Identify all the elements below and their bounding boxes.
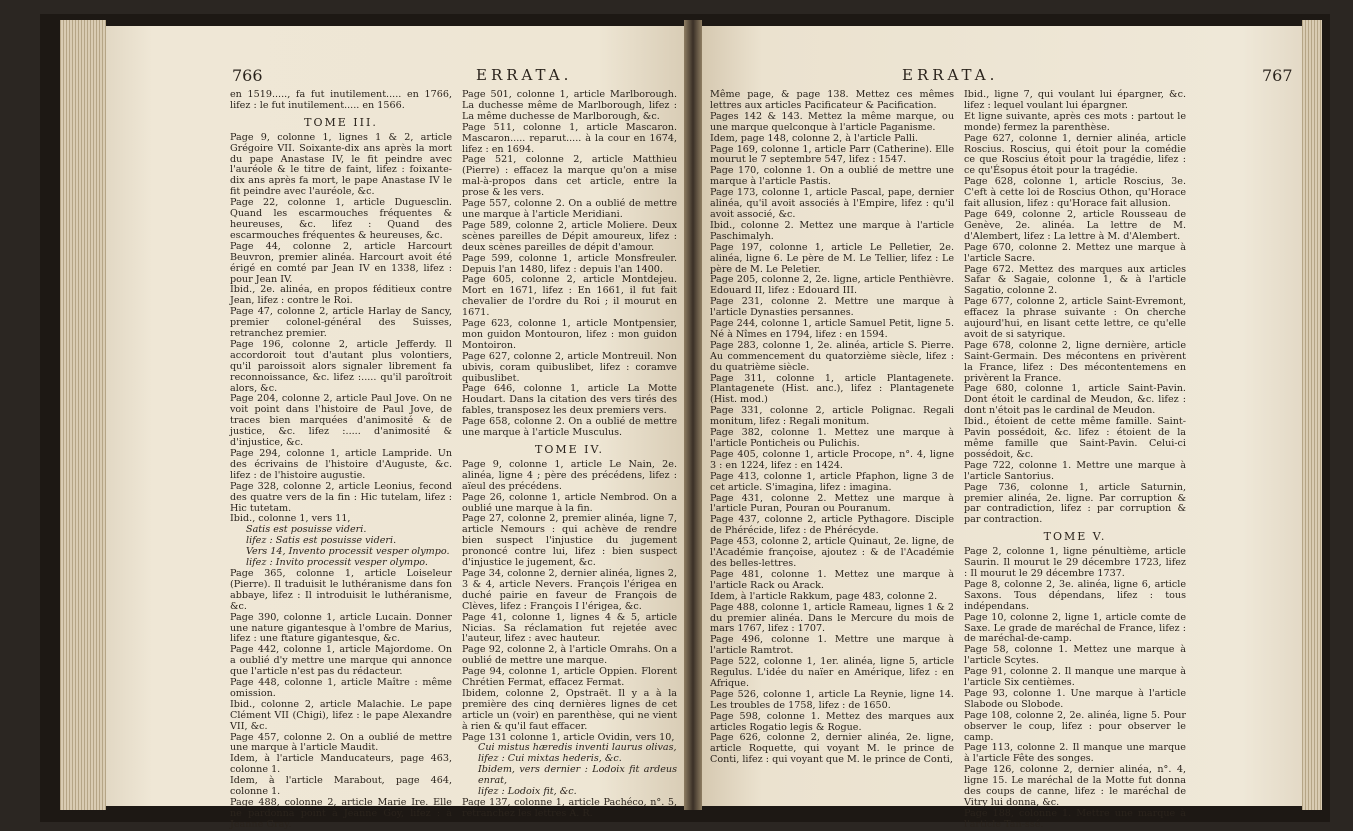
- right-page-edges: [1302, 20, 1322, 810]
- errata-entry: Page 405, colonne 1, article Procope, n°. 4, ligne 3 : en 1224, lifez : en 1424.: [710, 448, 954, 471]
- errata-entry: Page 488, colonne 2, article Marie Ire. Elle ne pardonna point à Jeanne Goy, lifez : à Jeanne Gray.: [230, 797, 452, 830]
- verse-line: lifez : Invito processit vesper olympo.: [246, 557, 428, 569]
- errata-entry: Page 196, colonne 2, article Jefferdy. Il accordoroit tout d'autant plus volontiers, qu'il paroissoit alors signaler librement fa reconnoissance, &c. lifez :..... qu'il paroîtroit alors, &c.: [230, 338, 452, 394]
- errata-entry: Page 501, colonne 1, article Marlborough. La duchesse même de Marlborough, lifez : La même duchesse de Marlborough, &c.: [462, 89, 677, 122]
- errata-entry: Page 522, colonne 1, 1er. alinéa, ligne 5, article Regulus. L'idée du naïer en Amérique, lifez : en Afrique.: [710, 656, 954, 689]
- volume-heading: TOME III.: [304, 115, 378, 129]
- errata-entry: Page 589, colonne 2, article Moliere. Deux scènes pareilles de Dépit amoureux, lifez : deux scènes pareilles de dépit d'amour.: [462, 219, 677, 253]
- errata-entry: Page 47, colonne 2, article Harlay de Sancy, premier colonel-général des Suisses, retranchez premier.: [230, 306, 452, 340]
- verse-line: lifez : Satis est posuisse videri.: [246, 535, 397, 547]
- errata-entry: Page 627, colonne 1, dernier alinéa, article Roscius. Roscius, qui étoit pour la comédie ce que Roscius étoit pour la tragédie, lifez : ce qu'Ésopus étoit pour la tragédie.: [964, 132, 1186, 177]
- errata-entry: Page 431, colonne 2. Mettez une marque à l'article Puran, Pouran ou Pouranum.: [710, 492, 954, 515]
- errata-entry: Page 442, colonne 1, article Majordome. On a oublié d'y mettre une marque qui annonce que l'article n'est pas du rédacteur.: [230, 644, 452, 678]
- right-page: [702, 26, 1302, 830]
- volume-heading: TOME V.: [1043, 530, 1107, 544]
- errata-entry: Page 91, colonne 2. Il manque une marque à l'article Six centièmes.: [964, 666, 1186, 689]
- errata-entry: Page 9, colonne 1, lignes 1 & 2, article Grégoire VII. Soixante-dix ans après la mort du pape Anastase IV, le fit peindre avec l'auréole & le titre de faint, lifez : foixante-dix ans après fa mort, le pape Anastase IV le fit peindre avec l'auréole, &c.: [230, 131, 452, 198]
- errata-entry: Page 94, colonne 1, article Oppien. Florent Chrétien Fermat, effacez Fermat.: [462, 666, 677, 689]
- errata-entry: Page 677, colonne 2, article Saint-Evremont, effacez la phrase suivante : On cherche aujourd'hui, en lisant cette lettre, ce qu'elle avoit de si satyrique.: [964, 296, 1186, 340]
- text-column-left: [230, 90, 452, 831]
- errata-entry: Page 188, colonne 1. Mettre une marque à l'article Tan-ssé.: [964, 807, 1186, 830]
- errata-entry: Idem, page 148, colonne 2, à l'article Palli.: [710, 132, 919, 144]
- errata-entry: Page 108, colonne 2, 2e. alinéa, ligne 5. Pour observer le coup, lifez : pour observer le camp.: [964, 709, 1186, 743]
- verse-line: Ibidem, vers dernier : Lodoix fit ardeus enrat,: [478, 764, 677, 787]
- left-page-edges: [60, 20, 106, 810]
- errata-entry: Page 598, colonne 1. Mettez des marques aux articles Rogatio legis & Rogue.: [710, 710, 954, 733]
- errata-entry: Page 294, colonne 1, article Lampride. Un des écrivains de l'histoire d'Auguste, &c. lifez : de l'histoire augustie.: [230, 448, 452, 481]
- errata-entry: Page 670, colonne 2. Mettez une marque à l'article Sacre.: [964, 241, 1186, 264]
- errata-entry: Page 390, colonne 1, article Lucain. Donner une nature gigantesque à l'ombre de Marius, lifez : une ftature gigantesque, &c.: [230, 611, 452, 645]
- errata-entry: Ibid., ligne 7, qui voulant lui épargner, &c. lifez : lequel voulant lui épargner.: [964, 89, 1186, 111]
- errata-entry: Page 365, colonne 1, article Loiseleur (Pierre). Il traduisit le luthéranisme dans fon abbaye, lifez : Il introduisit le luthéranisme, &c.: [230, 567, 452, 612]
- errata-entry: Ibidem, colonne 2, Opstraët. Il y a à la première des cinq dernières lignes de cet article un (voir) en parenthèse, qui ne vient à rien & qu'il faut effacer.: [462, 687, 677, 732]
- errata-entry: Page 27, colonne 2, premier alinéa, ligne 7, article Nemours : qui achève de rendre bien suspect l'injustice du jugement prononcé contre lui, lifez : bien suspect d'injustice le jugement, &c.: [462, 513, 677, 569]
- left-page: [106, 26, 684, 830]
- errata-entry: Page 511, colonne 1, article Mascaron. Mascaron..... reparut..... à la cour en 1674, lifez : en 1694.: [462, 121, 677, 155]
- errata-entry: Idem, à l'article Rakkum, page 483, colonne 2.: [710, 590, 938, 602]
- right-page-header: [702, 66, 1302, 88]
- errata-entry: Page 680, colonne 1, article Saint-Pavin. Dont étoit le cardinal de Meudon, &c. lifez : dont n'étoit pas le cardinal de Meudon.: [964, 383, 1186, 417]
- errata-entry: Ibid., 2e. alinéa, en propos féditieux contre Jean, lifez : contre le Roi.: [230, 284, 452, 307]
- errata-entry: Page 113, colonne 2. Il manque une marque à l'article Fête des songes.: [964, 742, 1186, 765]
- errata-entry: Page 488, colonne 1, article Rameau, lignes 1 & 2 du premier alinéa. Dans le Mercure du mois de mars 1767, lifez : 1707.: [710, 601, 954, 635]
- errata-entry: Page 331, colonne 2, article Polignac. Regali monitum, lifez : Regali monitum.: [710, 405, 954, 428]
- errata-entry: Page 736, colonne 1, article Saturnin, premier alinéa, 2e. ligne. Par corruption & par contradiction, lifez : par corruption & par contraction.: [964, 481, 1186, 526]
- errata-entry: Page 231, colonne 2. Mettre une marque à l'article Dynasties persannes.: [710, 296, 954, 319]
- errata-entry: Ibid., colonne 2. Mettez une marque à l'article Paschimalyh.: [710, 219, 954, 242]
- errata-entry: Et ligne suivante, après ces mots : partout le monde) fermez la parenthèse.: [964, 110, 1186, 133]
- errata-entry: Page 646, colonne 1, article La Motte Houdart. Dans la citation des vers tirés des fables, transposez les deux premiers vers.: [462, 383, 677, 417]
- errata-entry: Page 521, colonne 2, article Matthieu (Pierre) : effacez la marque qu'on a mise mal-à-propos dans cet article, entre la prose & les vers.: [462, 154, 677, 199]
- errata-entry: Page 41, colonne 1, lignes 4 & 5, article Nicias. Sa réclamation fut rejetée avec l'auteur, lifez : avec hauteur.: [462, 611, 677, 645]
- errata-entry: Page 626, colonne 2, dernier alinéa, 2e. ligne, article Roquette, qui voyant M. le prince de Conti, lifez : qui voyant que M. le prince de Conti,: [710, 732, 954, 766]
- errata-entry: Page 126, colonne 2, dernier alinéa, n°. 4, ligne 15. Le maréchal de la Motte fut donna des coups de canne, lifez : le maréchal de Vitry lui donna, &c.: [964, 764, 1186, 808]
- verse-line: Vers 14, Invento processit vesper olympo.: [246, 546, 450, 558]
- errata-entry: Page 131 colonne 1, article Ovidin, vers 10,: [462, 731, 675, 743]
- errata-entry: Page 92, colonne 2, à l'article Omrahs. On a oublié de mettre une marque.: [462, 644, 677, 667]
- errata-entry: Page 44, colonne 2, article Harcourt Beuvron, premier alinéa. Harcourt avoit été érigé en comté par Jean IV en 1338, lifez : pour Jean IV.: [230, 240, 452, 285]
- errata-entry: Page 328, colonne 2, article Leonius, fecond des quatre vers de la fin : Hic tutelam, lifez : Hic tutetam.: [230, 480, 452, 514]
- errata-entry: Page 311, colonne 1, article Plantagenete. Plantagenete (Hist. anc.), lifez : Plantagenete (Hist. mod.): [710, 372, 954, 406]
- errata-entry: Page 678, colonne 2, ligne dernière, article Saint-Germain. Des mécontens en privèrent la France, lifez : Des mécontentemens en privèrent la France.: [964, 339, 1186, 384]
- errata-entry: Page 170, colonne 1. On a oublié de mettre une marque à l'article Pastis.: [710, 165, 954, 188]
- errata-entry: Page 137, colonne 1, article Pachéco, n°. 5, retranchez les lettres A. R.: [462, 797, 677, 819]
- errata-entry: Même page, & page 138. Mettez ces mêmes lettres aux articles Pacificateur & Pacification.: [710, 89, 954, 111]
- errata-entry: Page 457, colonne 2. On a oublié de mettre une marque à l'article Maudit.: [230, 731, 452, 754]
- errata-entry: Ibid., colonne 2, article Malachie. Le pape Clément VII (Chigi), lifez : le pape Alexandre VII, &c.: [230, 698, 452, 732]
- errata-entry: Ibid., étoient de cette même famille. Saint-Pavin possédoit, &c. lifez : étoient de la même famille que Saint-Pavin. Celui-ci possédoit, &c.: [964, 416, 1186, 460]
- errata-entry: Page 628, colonne 1, article Roscius, 3e. C'eft à cette loi de Roscius Othon, qu'Horace fait allusion, lifez : qu'Horace fait allusion.: [964, 176, 1186, 210]
- volume-heading: TOME IV.: [534, 443, 604, 456]
- errata-entry: Page 599, colonne 1, article Monsfreuler. Depuis l'an 1480, lifez : depuis l'an 1400.: [462, 252, 677, 275]
- errata-entry: Page 557, colonne 2. On a oublié de mettre une marque à l'article Meridiani.: [462, 198, 677, 220]
- errata-entry: Page 437, colonne 2, article Pythagore. Disciple de Phérécide, lifez : de Phérécyde.: [710, 514, 954, 537]
- errata-entry: Page 244, colonne 1, article Samuel Petit, ligne 5. Né à Nîmes en 1794, lifez : en 1594.: [710, 318, 954, 340]
- page-number: 767: [1262, 66, 1293, 85]
- errata-entry: Page 413, colonne 1, article Pfaphon, ligne 3 de cet article. S'imagina, lifez : imagina.: [710, 470, 954, 493]
- errata-entry: Page 10, colonne 2, ligne 1, article comte de Saxe. Le grade de maréchal de France, lifez : de maréchal-de-camp.: [964, 611, 1186, 645]
- errata-entry: Page 658, colonne 2. On a oublié de mettre une marque à l'article Musculus.: [462, 416, 677, 439]
- errata-entry: Page 283, colonne 1, 2e. alinéa, article S. Pierre. Au commencement du quatorzième siècle, lifez : du quatrième siècle.: [710, 339, 954, 373]
- errata-entry: Page 22, colonne 1, article Duguesclin. Quand les escarmouches fréquentes & heureuses, &c. lifez : Quand des escarmouches fréquentes & heureuses, &c.: [230, 197, 452, 241]
- running-title: ERRATA.: [476, 66, 573, 84]
- errata-entry: Page 623, colonne 1, article Montpensier, mon guidon Montouron, lifez : mon guidon Montoiron.: [462, 318, 677, 351]
- errata-entry: Page 526, colonne 1, article La Reynie, ligne 14. Les troubles de 1758, lifez : de 1650.: [710, 688, 954, 711]
- errata-entry: Page 627, colonne 2, article Montreuil. Non ubivis, coram quibuslibet, lifez : coramve quibuslibet.: [462, 350, 677, 384]
- left-page-header: [106, 66, 684, 88]
- errata-entry: en 1519....., fa fut inutilement..... en 1766, lifez : le fut inutilement..... en 1566.: [230, 89, 452, 111]
- errata-entry: Page 8, colonne 2, 3e. alinéa, ligne 6, article Saxons. Tous dépendans, lifez : tous indépendans.: [964, 578, 1186, 612]
- book-gutter: [684, 20, 702, 810]
- verse-line: Cui mistus hæredis inventi laurus olivas,: [478, 742, 677, 754]
- errata-entry: Page 605, colonne 2, article Montdejeu. Mort en 1671, lifez : En 1661, il fut fait chevalier de l'ordre du Roi ; il mourut en 1671.: [462, 274, 677, 319]
- errata-entry: Page 649, colonne 2, article Rousseau de Genève, 2e. alinéa. La lettre de M. d'Alembert, lifez : La lettre à M. d'Alembert.: [964, 208, 1186, 242]
- text-column-left: [710, 90, 954, 766]
- errata-entry: Page 204, colonne 2, article Paul Jove. On ne voit point dans l'histoire de Paul Jove, de traces bien marquées d'animosité & de justice, &c. lifez :..... d'animosité & d'injustice, &c.: [230, 393, 452, 449]
- errata-entry: Page 197, colonne 1, article Le Pelletier, 2e. alinéa, ligne 6. Le père de M. Le Tellier, lifez : Le père de M. Le Peletier.: [710, 241, 954, 275]
- verse-line: Satis est posuisse videri.: [246, 524, 367, 536]
- errata-entry: Page 722, colonne 1. Mettre une marque à l'article Santorius.: [964, 459, 1186, 482]
- errata-entry: Page 205, colonne 2, 2e. ligne, article Penthièvre. Edouard II, lifez : Edouard III.: [710, 274, 954, 297]
- errata-entry: Page 34, colonne 2, dernier alinéa, lignes 2, 3 & 4, article Nevers. François l'érigea en duché pairie en faveur de François de Clèves, lifez : François I l'érigea, &c.: [462, 567, 677, 612]
- text-column-right: [462, 90, 677, 820]
- running-title: ERRATA.: [902, 66, 999, 84]
- errata-entry: Page 496, colonne 1. Mettre une marque à l'article Ramtrot.: [710, 634, 954, 657]
- errata-entry: Page 173, colonne 1, article Pascal, pape, dernier alinéa, qu'il avoit associés à l'Empire, lifez : qu'il avoit associé, &c.: [710, 187, 954, 220]
- errata-entry: Page 453, colonne 2, article Quinaut, 2e. ligne, de l'Académie françoise, ajoutez : & de l'Académie des belles-lettres.: [710, 536, 954, 569]
- errata-entry: Idem, à l'article Marabout, page 464, colonne 1.: [230, 775, 452, 798]
- errata-entry: Idem, à l'article Manducateurs, page 463, colonne 1.: [230, 753, 452, 776]
- page-number: 766: [232, 66, 263, 85]
- errata-entry: Page 169, colonne 1, article Parr (Catherine). Elle mourut le 7 septembre 547, lifez : 1547.: [710, 143, 954, 166]
- errata-entry: Pages 142 & 143. Mettez la même marque, ou une marque quelconque à l'article Paganisme.: [710, 110, 954, 133]
- verse-line: lifez : Lodoix fit, &c.: [478, 786, 577, 798]
- errata-entry: Page 481, colonne 1. Mettez une marque à l'article Rack ou Arack.: [710, 568, 954, 591]
- errata-entry: Page 26, colonne 1, article Nembrod. On a oublié une marque à la fin.: [462, 491, 677, 514]
- errata-entry: Page 448, colonne 1, article Maître : même omission.: [230, 677, 452, 699]
- errata-entry: Page 9, colonne 1, article Le Nain, 2e. alinéa, ligne 4 ; père des précédens, lifez : aïeul des précédens.: [462, 458, 677, 492]
- errata-entry: Page 382, colonne 1. Mettez une marque à l'article Ponticheis ou Pulichis.: [710, 427, 954, 449]
- errata-entry: Page 672. Mettez des marques aux articles Safar & Sagaie, colonne 1, & à l'article Sagatio, colonne 2.: [964, 263, 1186, 297]
- errata-entry: Ibid., colonne 1, vers 11,: [230, 513, 351, 525]
- errata-entry: Page 58, colonne 1. Mettez une marque à l'article Scytes.: [964, 644, 1186, 667]
- errata-entry: Page 2, colonne 1, ligne pénultième, article Saurin. Il mourut le 29 décembre 1723, lifez : Il mourut le 29 décembre 1737.: [964, 546, 1186, 579]
- verse-line: lifez : Cui mixtas hederis, &c.: [478, 753, 622, 765]
- text-column-right: [964, 90, 1186, 831]
- errata-entry: Page 93, colonne 1. Une marque à l'article Slabode ou Slobode.: [964, 687, 1186, 710]
